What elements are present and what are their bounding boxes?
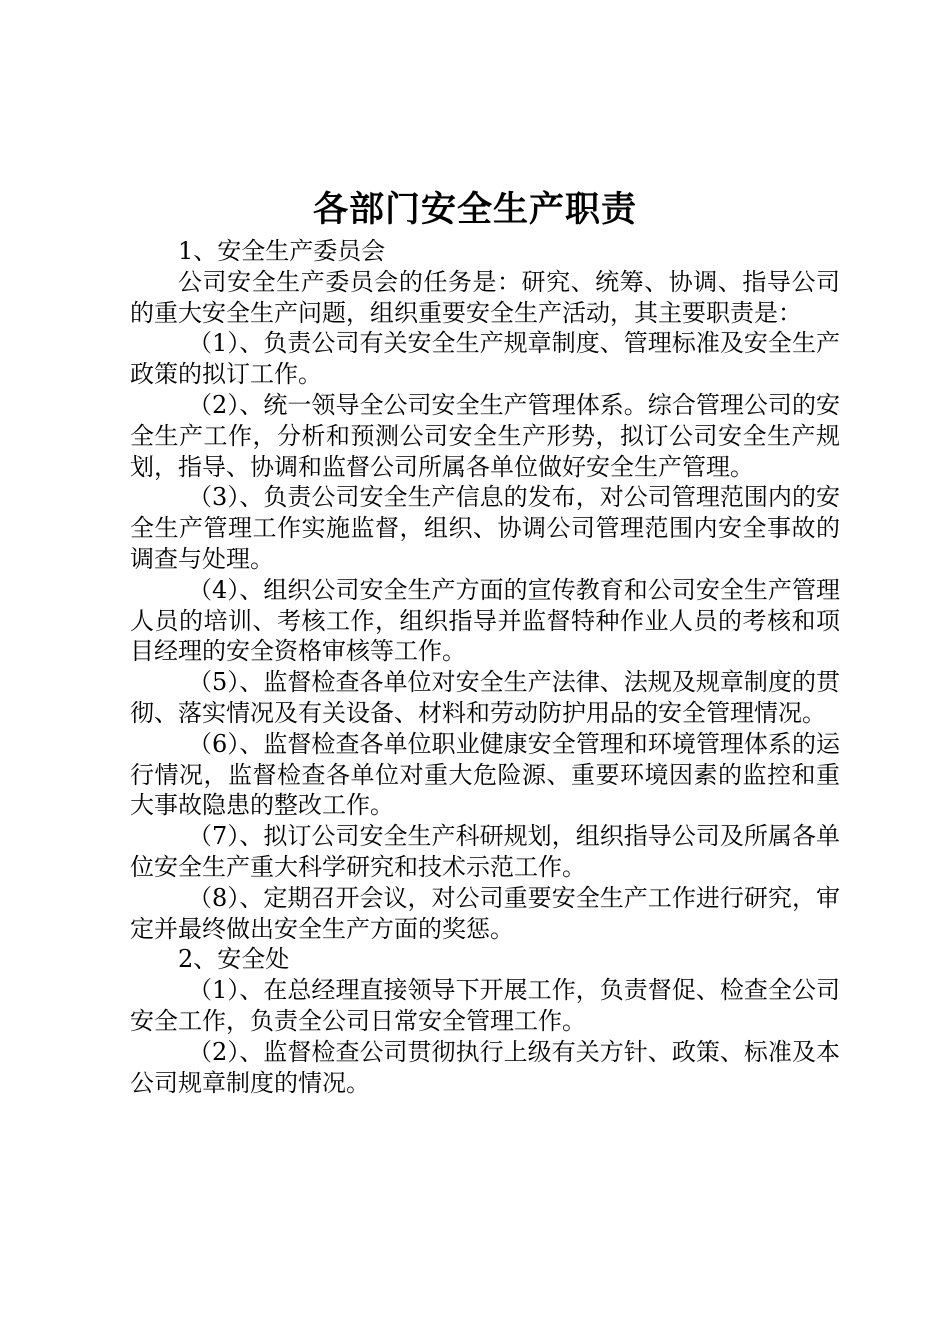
duty-item: （2）、监督检查公司贯彻执行上级有关方针、政策、标准及本公司规章制度的情况。 <box>130 1037 840 1097</box>
duty-item: （4）、组织公司安全生产方面的宣传教育和公司安全生产管理人员的培训、考核工作，组织指导并监督特种作业人员的考核和项目经理的安全资格审核等工作。 <box>130 575 840 666</box>
duty-item: （2）、统一领导全公司安全生产管理体系。综合管理公司的安全生产工作，分析和预测公司安全生产形势，拟订公司安全生产规划，指导、协调和监督公司所属各单位做好安全生产管理。 <box>130 390 840 481</box>
duty-item: （3）、负责公司安全生产信息的发布，对公司管理范围内的安全生产管理工作实施监督，组织、协调公司管理范围内安全事故的调查与处理。 <box>130 483 840 573</box>
section-heading: 1、安全生产委员会 <box>178 237 386 265</box>
duty-item: （5）、监督检查各单位对安全生产法律、法规及规章制度的贯彻、落实情况及有关设备、材料和劳动防护用品的安全管理情况。 <box>130 668 840 727</box>
document-body <box>130 236 840 1098</box>
section-intro: 公司安全生产委员会的任务是：研究、统筹、协调、指导公司的重大安全生产问题，组织重要安全生产活动，其主要职责是： <box>130 267 840 327</box>
duty-item: （6）、监督检查各单位职业健康安全管理和环境管理体系的运行情况，监督检查各单位对重大危险源、重要环境因素的监控和重大事故隐患的整改工作。 <box>130 729 840 820</box>
duty-item: （1）、负责公司有关安全生产规章制度、管理标准及安全生产政策的拟订工作。 <box>130 329 840 389</box>
duty-item: （1）、在总经理直接领导下开展工作，负责督促、检查全公司安全工作，负责全公司日常安全管理工作。 <box>130 976 840 1035</box>
section-heading: 2、安全处 <box>178 945 290 974</box>
duty-item: （7）、拟订公司安全生产科研规划，组织指导公司及所属各单位安全生产重大科学研究和技术示范工作。 <box>130 822 840 881</box>
duty-item: （8）、定期召开会议，对公司重要安全生产工作进行研究，审定并最终做出安全生产方面的奖惩。 <box>130 883 840 943</box>
document-title: 各部门安全生产职责 <box>312 189 637 230</box>
